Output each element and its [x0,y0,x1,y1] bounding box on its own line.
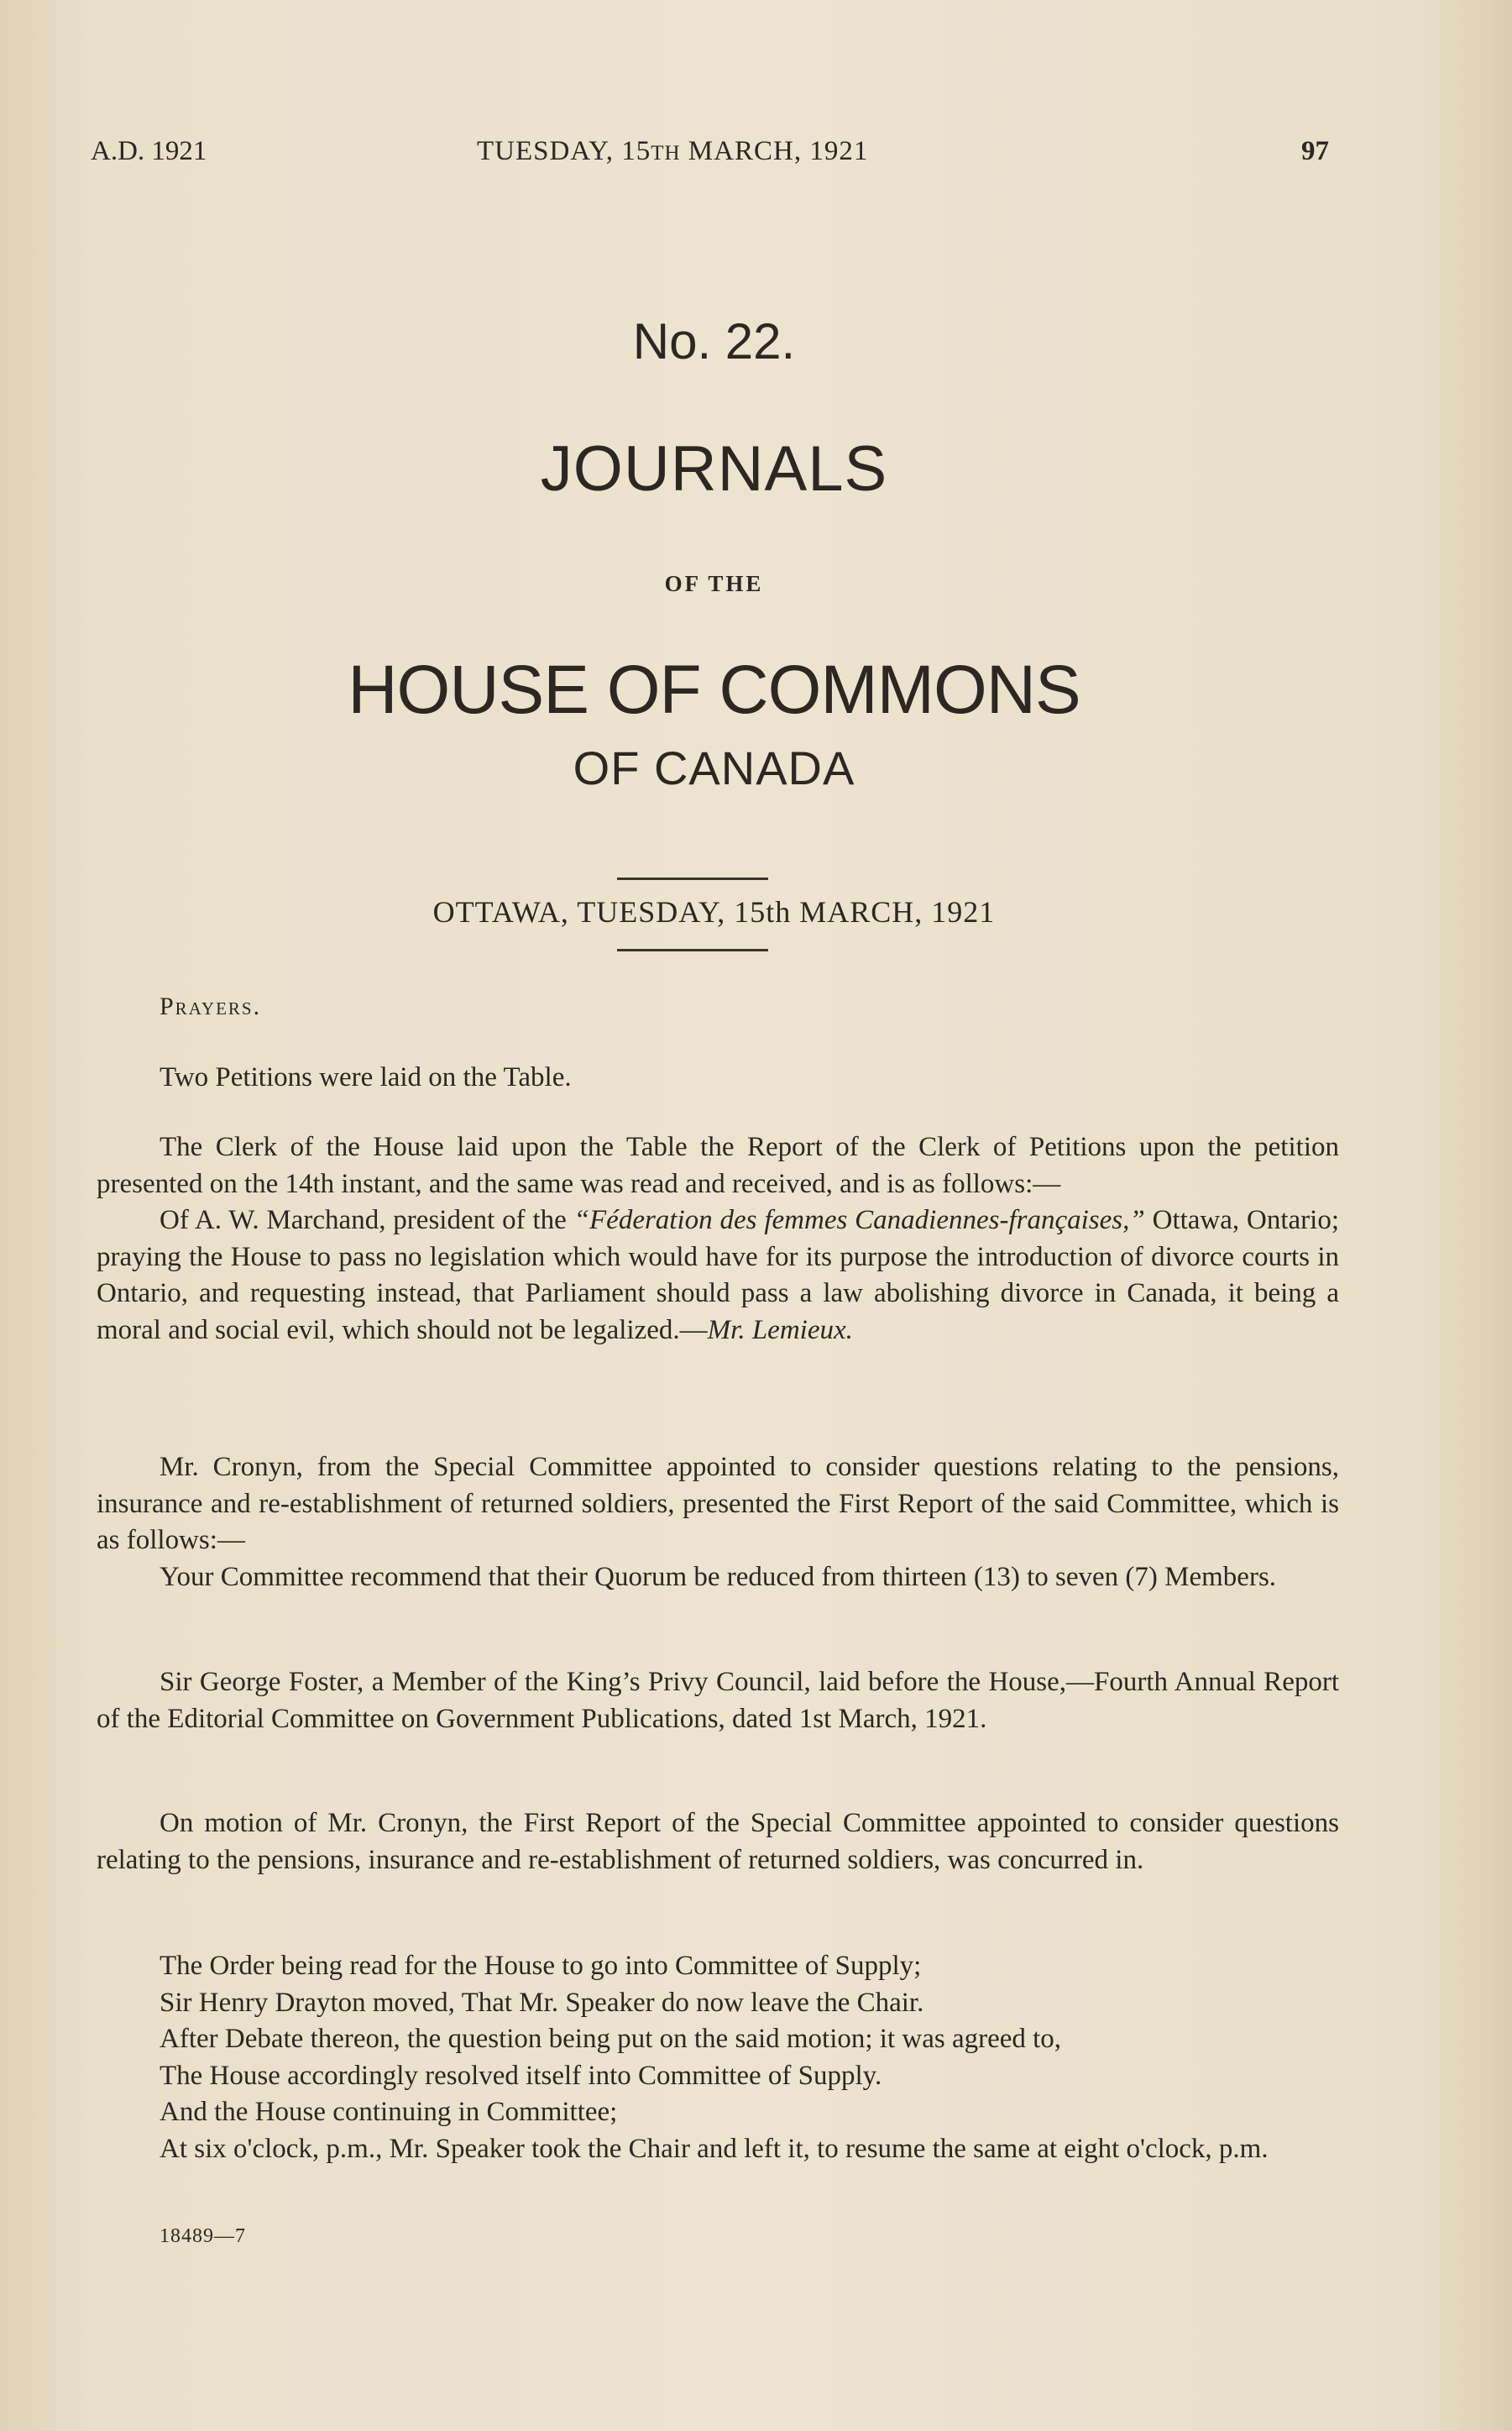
header-date-suffix: TH [651,142,681,165]
clerk-report-block [97,1129,1339,1349]
supply-block [97,1948,1339,2167]
journal-number: No. 22. [632,313,796,369]
paragraph-drayton: Sir Henry Drayton moved, That Mr. Speaker do now leave the Chair. [160,1987,924,2018]
of-the-label: OF THE [664,571,764,596]
paragraph-clerk-report: The Clerk of the House laid upon the Table the Report of the Clerk of Petitions upon the petition presented on the 14th instant, and the same was read and received, and is as follows:— [97,1132,1339,1199]
header-date-rest: MARCH, 1921 [680,136,869,166]
petition-part-a: Of A. W. Marchand, president of the [160,1205,574,1235]
header-year: A.D. 1921 [91,136,207,166]
bottom-rule [617,949,768,951]
petition-presenter: Mr. Lemieux. [707,1314,853,1345]
footer-code: 18489—7 [160,2225,246,2247]
petition-part-c: Ottawa, Ontario; praying the House to pass no legislation which would have for its purpose the introduction of divorce courts in Ontario, and requesting instead, that Parliament should pass a law abolishing divorce in Canada, it being a moral and social evil, which should not be legalized.— [97,1205,1339,1345]
paragraph-cronyn-report: Mr. Cronyn, from the Special Committee appointed to consider questions relating to the pensions, insurance and re-establishment of returned soldiers, presented the First Report of the said Committee, which is as follows:— [97,1452,1339,1555]
running-head [0,136,1512,178]
paragraph-six-oclock: At six o'clock, p.m., Mr. Speaker took the Chair and left it, to resume the same at eight o'clock, p.m. [160,2133,1269,2164]
paragraph-resolved: The House accordingly resolved itself into Committee of Supply. [160,2060,882,2091]
journals-title: JOURNALS [540,433,888,505]
foster-block [97,1664,1339,1737]
dateline: OTTAWA, TUESDAY, 15th MARCH, 1921 [432,895,996,929]
header-date [477,136,868,167]
of-canada-title: OF CANADA [573,741,855,794]
paragraph-order: The Order being read for the House to go into Committee of Supply; [160,1951,922,1981]
paragraph-foster: Sir George Foster, a Member of the King’s Privy Council, laid before the House,—Fourth Annual Report of the Editorial Committee on Government Publications, dated 1st March, 1921. [97,1667,1339,1734]
paragraph-marchand-petition [97,1202,1339,1349]
petitions-paragraph [97,1060,1339,1097]
house-of-commons-title: HOUSE OF COMMONS [348,652,1080,728]
header-date-prefix: TUESDAY, 15 [477,136,651,166]
paragraph-motion: On motion of Mr. Cronyn, the First Report of the Special Committee appointed to consider questions relating to the pensions, insurance and re-establishment of returned soldiers, was concurred in. [97,1808,1339,1875]
paragraph-quorum: Your Committee recommend that their Quorum be reduced from thirteen (13) to seven (7) Members. [160,1561,1277,1592]
prayers-heading: Prayers. [160,993,262,1020]
top-rule [617,878,768,880]
paragraph-debate: After Debate thereon, the question being put on the said motion; it was agreed to, [160,2024,1062,2054]
paragraph-petitions: Two Petitions were laid on the Table. [160,1062,572,1092]
paragraph-continuing: And the House continuing in Committee; [160,2097,618,2127]
motion-block [97,1805,1339,1878]
page-number: 97 [1301,136,1329,166]
cronyn-report-block [97,1449,1339,1595]
petition-organization: “Féderation des femmes Canadiennes-françaises,” [573,1205,1145,1235]
